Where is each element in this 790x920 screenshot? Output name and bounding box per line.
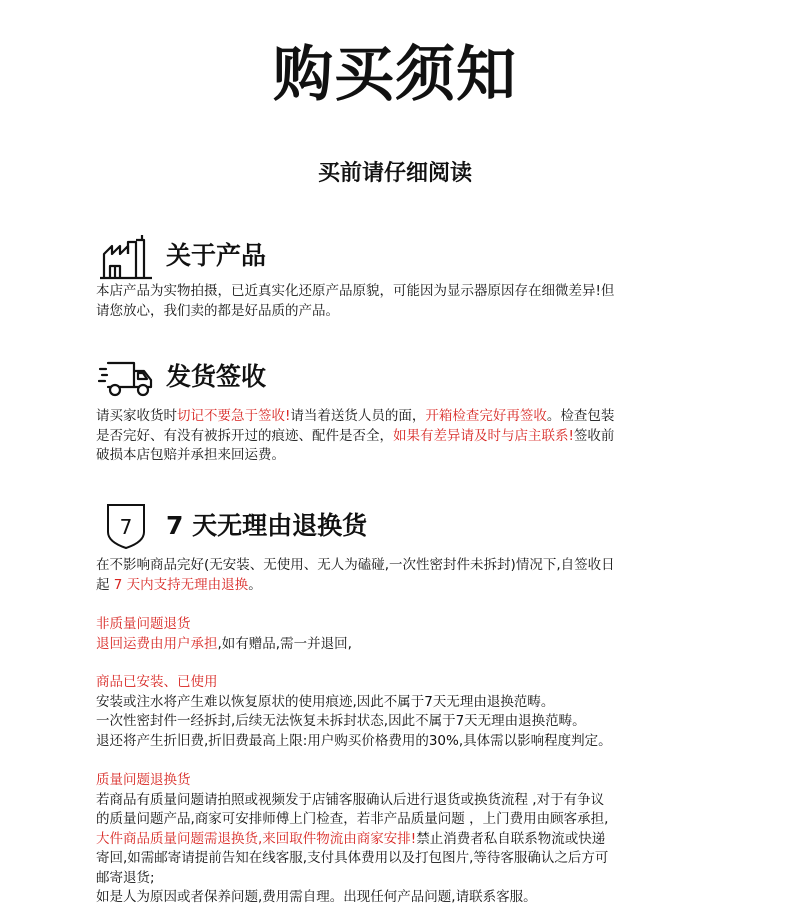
nonquality-highlight: 退回运费由用户承担 xyxy=(96,635,218,652)
section-product-heading: 关于产品 xyxy=(166,241,267,270)
section-returns-header xyxy=(98,502,367,550)
delivery-text: 请当着送货人员的面， xyxy=(290,408,426,424)
truck-icon xyxy=(98,353,154,401)
page-subtitle: 买前请仔细阅读 xyxy=(317,161,472,186)
factory-icon xyxy=(98,232,154,280)
returns-text: 起 xyxy=(96,576,114,593)
installed-line-1: 安装或注水将产生难以恢复原状的使用痕迹,因此不属于7天无理由退换范畴。 xyxy=(96,693,555,710)
section-product-header xyxy=(98,232,266,280)
delivery-line-3: 破损本店包赔并承担来回运费。 xyxy=(96,447,285,463)
returns-intro-line-1: 在不影响商品完好(无安装、无使用、无人为磕碰,一次性密封件未拆封)情况下,自签收日 xyxy=(96,557,615,573)
nonquality-title: 非质量问题退货 xyxy=(96,616,191,632)
product-line-2: 请您放心，我们卖的都是好品质的产品。 xyxy=(96,302,339,319)
section-product-text xyxy=(96,282,696,321)
returns-highlight: 7 天内支持无理由退换 xyxy=(113,576,249,593)
installed-line-2: 一次性密封件一经拆封,后续无法恢复未拆封状态,因此不属于7天无理由退换范畴。 xyxy=(96,713,586,729)
section-delivery-text xyxy=(96,407,696,466)
quality-line-6: 如是人为原因或者保养问题,费用需自理。出现任何产品问题,请联系客服。 xyxy=(96,889,537,905)
delivery-warning: 如果有差异请及时与店主联系! xyxy=(393,427,574,444)
quality-line-2: 的质量问题产品,商家可安排师傅上门检查，若非产品质量问题 ，上门费用由顾客承担, xyxy=(96,811,609,827)
section-delivery-heading: 发货签收 xyxy=(166,362,267,391)
delivery-line-1 xyxy=(96,407,696,427)
quality-line-4: 寄回,如需邮寄请提前告知在线客服,支付具体费用以及打包图片,等待客服确认之后方可 xyxy=(96,850,609,866)
delivery-line-2 xyxy=(96,427,696,447)
quality-line-5: 邮寄退货; xyxy=(96,869,155,886)
nonquality-text: ,如有赠品,需一并退回, xyxy=(217,635,352,652)
quality-line-1: 若商品有质量问题请拍照或视频发于店铺客服确认后进行退货或换货流程 ,对于有争议 xyxy=(96,791,605,808)
quality-text: 禁止消费者私自联系物流或快递 xyxy=(416,830,606,847)
returns-intro-line-2 xyxy=(96,576,696,596)
installed-block xyxy=(96,673,696,751)
delivery-text: 是否完好、有没有被拆开过的痕迹、配件是否全， xyxy=(96,427,393,444)
quality-line-3 xyxy=(96,830,696,850)
installed-title: 商品已安装、已使用 xyxy=(96,674,218,690)
installed-line-3: 退还将产生折旧费,折旧费最高上限:用户购买价格费用的30%,具体需以影响程度判定。 xyxy=(96,732,612,749)
page-title: 购买须知 xyxy=(273,40,517,110)
section-delivery-header xyxy=(98,353,266,401)
shield-icon xyxy=(98,502,154,550)
product-line-1: 本店产品为实物拍摄，已近真实化还原产品原貌，可能因为显示器原因存在细微差异!但 xyxy=(96,283,615,299)
quality-title: 质量问题退换货 xyxy=(96,772,191,788)
delivery-warning: 切记不要急于签收! xyxy=(177,408,291,424)
delivery-text: 签收前 xyxy=(573,427,615,444)
quality-block xyxy=(96,771,696,908)
delivery-text: 。检查包装 xyxy=(546,408,615,424)
quality-highlight: 大件商品质量问题需退换货,来回取件物流由商家安排! xyxy=(96,830,417,847)
nonquality-line xyxy=(96,635,696,655)
returns-intro xyxy=(96,556,696,595)
shield-icon-number: 7 xyxy=(119,515,133,539)
delivery-warning: 开箱检查完好再签收 xyxy=(425,408,547,424)
returns-text: 。 xyxy=(248,576,262,593)
section-returns-heading: 7 天无理由退换货 xyxy=(166,511,368,540)
nonquality-block xyxy=(96,615,696,654)
delivery-text: 请买家收货时 xyxy=(96,408,177,424)
